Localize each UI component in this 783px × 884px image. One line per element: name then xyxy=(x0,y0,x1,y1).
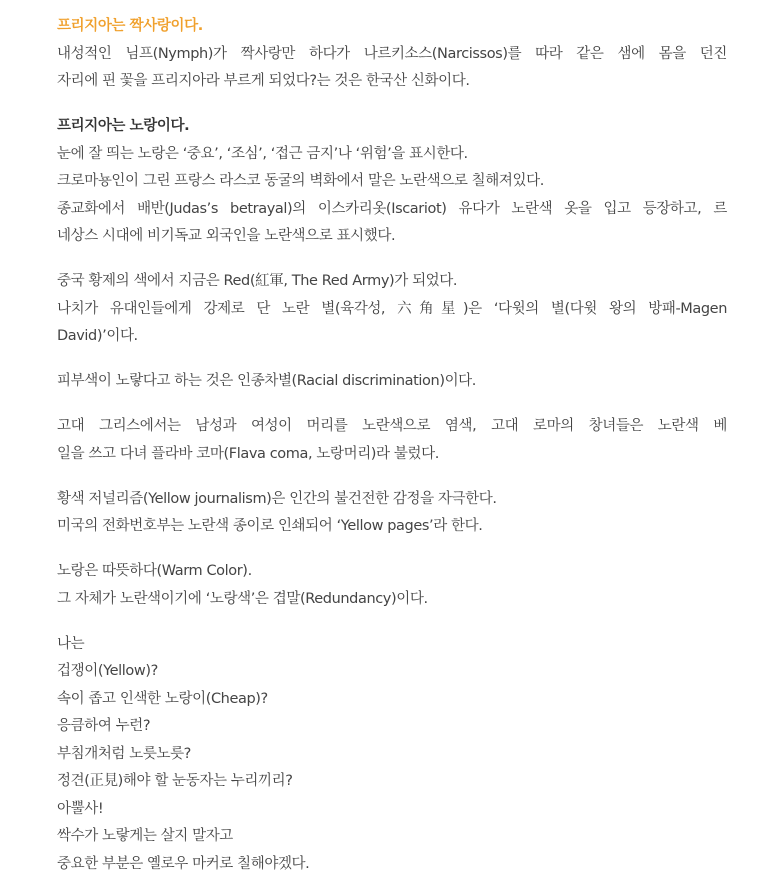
paragraph-line: 나치가 유대인들에게 강제로 단 노란 별(육각성, 六角星)은 ‘다윗의 별(다윗 왕의 방패-Magen xyxy=(57,300,727,317)
paragraph-line: 내성적인 님프(Nymph)가 짝사랑만 하다가 나르키소스(Narcissos)를 따라 같은 샘에 몸을 던진 xyxy=(57,45,727,62)
paragraph-gap xyxy=(57,613,727,631)
paragraph-gap xyxy=(57,468,727,486)
poem-line: 응큼하여 누런? xyxy=(57,718,151,734)
paragraph-line: 고대 그리스에서는 남성과 여성이 머리를 노란색으로 염색, 고대 로마의 창녀들은 노란색 베 xyxy=(57,418,727,434)
poem-line: 중요한 부분은 옐로우 마커로 칠해야겠다. xyxy=(57,855,310,872)
paragraph-line: 네상스 시대에 비기독교 외국인을 노란색으로 표시했다. xyxy=(57,228,396,244)
paragraph-line: 미국의 전화번호부는 노란색 종이로 인쇄되어 ‘Yellow pages’라 한다. xyxy=(57,518,483,534)
paragraph-line: 노랑은 따뜻하다(Warm Color). xyxy=(57,563,252,579)
paragraph-line: 자리에 핀 꽃을 프리지아라 부르게 되었다?는 것은 한국산 신화이다. xyxy=(57,73,470,89)
section-title-freesia-yellow: 프리지아는 노랑이다. xyxy=(57,118,190,134)
paragraph-line: 종교화에서 배반(Judas’s betrayal)의 이스카리옷(Iscariot) 유다가 노란색 옷을 입고 등장하고, 르 xyxy=(57,200,727,217)
paragraph-line: 중국 황제의 색에서 지금은 Red(紅軍, The Red Army)가 되었다. xyxy=(57,273,458,289)
paragraph-gap xyxy=(57,541,727,559)
poem-line: 아뿔사! xyxy=(57,800,104,817)
poem-line: 부침개처럼 노릇노릇? xyxy=(57,745,191,762)
paragraph-line: 크로마뇽인이 그린 프랑스 라스코 동굴의 벽화에서 말은 노란색으로 칠해져있다. xyxy=(57,173,544,189)
paragraph-gap xyxy=(57,351,727,369)
article-body xyxy=(57,13,727,878)
section-title-freesia-unrequited-love: 프리지아는 짝사랑이다. xyxy=(57,18,203,34)
paragraph-line: 황색 저널리즘(Yellow journalism)은 인간의 불건전한 감정을 자극한다. xyxy=(57,490,497,507)
paragraph-line: David)’이다. xyxy=(57,328,138,344)
paragraph-gap xyxy=(57,96,727,114)
paragraph-line: 그 자체가 노란색이기에 ‘노랑색’은 겹말(Redundancy)이다. xyxy=(57,590,428,607)
paragraph-gap xyxy=(57,396,727,414)
poem-line: 싹수가 노랗게는 살지 말자고 xyxy=(57,828,233,844)
poem-line: 겁쟁이(Yellow)? xyxy=(57,663,158,679)
paragraph-line: 피부색이 노랗다고 하는 것은 인종차별(Racial discrimination)이다. xyxy=(57,373,477,389)
paragraph-gap xyxy=(57,251,727,269)
poem-line: 나는 xyxy=(57,635,85,652)
paragraph-line: 눈에 잘 띄는 노랑은 ‘중요’, ‘조심’, ‘접근 금지’나 ‘위험’을 표시한다. xyxy=(57,145,468,162)
poem-line: 속이 좁고 인색한 노랑이(Cheap)? xyxy=(57,690,268,707)
poem-line: 정견(正見)해야 할 눈동자는 누리끼리? xyxy=(57,773,293,789)
paragraph-line: 일을 쓰고 다녀 플라바 코마(Flava coma, 노랑머리)라 불렀다. xyxy=(57,445,439,462)
